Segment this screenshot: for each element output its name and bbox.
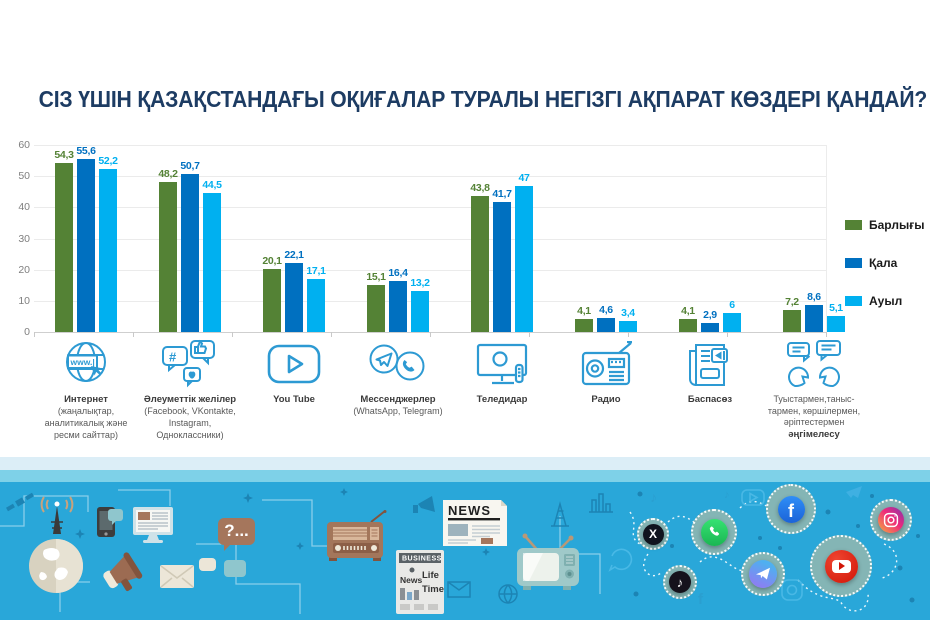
- svg-text:www.|: www.|: [70, 357, 95, 367]
- category-sublabel: Туыстармен,таныс- тармен, көршілермен, әріптестермен: [767, 394, 861, 428]
- instagram-social-circle: [870, 499, 912, 541]
- category-sublabel: (жаңалықтар, аналитикалық және ресми сайттар): [44, 406, 128, 440]
- category-name: әңгімелесу: [788, 429, 840, 441]
- newspaper-illustration-icon: [441, 496, 511, 550]
- bar-Барлығы: [158, 167, 178, 332]
- bar-value-label: 48,2: [158, 167, 178, 180]
- tiktok-social-circle: [663, 565, 697, 599]
- bar-Ауыл: [98, 155, 118, 332]
- legend-label: Ауыл: [869, 294, 903, 308]
- category-group: [450, 145, 554, 441]
- bar-Барлығы: [679, 305, 697, 332]
- radio-icon: [577, 339, 635, 391]
- bar-Қала: [284, 249, 304, 332]
- chat-bubble-icon: [224, 560, 246, 577]
- bar-chart: [0, 139, 930, 450]
- magazine-header: BUSINESS: [402, 555, 442, 563]
- facebook-social-circle: [766, 484, 816, 534]
- category-name: Баспасөз: [687, 394, 733, 405]
- bar-value-label: 47: [518, 171, 530, 184]
- y-axis-labels: [6, 139, 30, 338]
- press-icon: [684, 339, 736, 391]
- x-icon: X: [643, 524, 664, 545]
- y-axis-tick-label: 60: [18, 139, 30, 151]
- legend-label: Барлығы: [869, 218, 925, 232]
- smartphone-icon: [95, 505, 125, 539]
- bar-Ауыл: [723, 299, 741, 332]
- bar-Қала: [805, 291, 823, 332]
- bar-Барлығы: [470, 181, 490, 333]
- bar-value-label: 8,6: [807, 291, 821, 304]
- category-name: Әлеуметтік желілер: [143, 394, 237, 405]
- svg-text:News: News: [400, 575, 423, 585]
- category-name: You Tube: [273, 394, 315, 405]
- category-sublabel: (Facebook, VKontakte, Instagram, Одноклассники): [144, 406, 236, 440]
- svg-text:♪: ♪: [650, 489, 657, 505]
- svg-text:#: #: [169, 349, 177, 365]
- telegram-social-circle: [741, 552, 785, 596]
- newspaper-headline: NEWS: [448, 503, 491, 518]
- category-name: Теледидар: [476, 394, 528, 405]
- bar-Ауыл: [515, 171, 533, 332]
- footer-band: [0, 457, 930, 620]
- footer-illustration: [0, 482, 930, 620]
- bar-value-label: 54,3: [54, 148, 74, 161]
- svg-text:Time: Time: [422, 584, 444, 595]
- bar-Барлығы: [262, 255, 282, 332]
- bar-value-label: 4,6: [599, 303, 613, 316]
- bar-cluster: [367, 145, 429, 332]
- category-group: [138, 145, 242, 441]
- question-bubble-icon: ?...: [218, 518, 255, 545]
- youtube-social-circle: [810, 535, 872, 597]
- chart-legend: [845, 218, 924, 332]
- bar-Барлығы: [54, 148, 74, 332]
- category-label: [242, 394, 346, 406]
- bar-value-label: 6: [729, 299, 735, 312]
- bar-cluster: [679, 145, 741, 332]
- category-label: [138, 394, 242, 441]
- category-group: [34, 145, 138, 441]
- bar-Ауыл: [827, 302, 845, 332]
- bar-cluster: [575, 145, 637, 332]
- globe-antenna-icon: [24, 490, 88, 602]
- bar-value-label: 20,1: [262, 255, 282, 268]
- svg-text:Life: Life: [422, 570, 439, 581]
- megaphone-icon: [98, 550, 144, 596]
- bar-value-label: 4,1: [577, 305, 591, 318]
- legend-item-Қала: [845, 256, 924, 270]
- chat-bubble-icon: [199, 558, 216, 571]
- legend-swatch: [845, 258, 862, 268]
- y-axis-tick-label: 10: [18, 294, 30, 307]
- y-axis-tick-label: 40: [18, 201, 30, 214]
- footer-strip-mid: [0, 470, 930, 482]
- instagram-icon: [878, 507, 904, 533]
- bar-value-label: 3,4: [621, 307, 635, 320]
- category-name: Интернет: [64, 394, 108, 405]
- bar-value-label: 52,2: [98, 155, 118, 168]
- bar-Қала: [388, 266, 408, 332]
- y-axis-tick-label: 0: [24, 326, 30, 338]
- bar-Барлығы: [366, 270, 386, 332]
- radio-illustration-icon: [325, 510, 389, 564]
- category-label: [658, 394, 762, 406]
- category-name: Мессенджерлер: [360, 394, 436, 405]
- bar-value-label: 50,7: [180, 160, 200, 172]
- bar-Ауыл: [202, 179, 222, 332]
- y-axis-tick-label: 20: [18, 263, 30, 276]
- bar-value-label: 16,4: [388, 266, 408, 279]
- bar-Барлығы: [575, 305, 593, 332]
- bar-Қала: [492, 188, 512, 332]
- tv-icon: [472, 339, 532, 391]
- whatsapp-icon: [701, 519, 728, 546]
- bar-Ауыл: [306, 264, 326, 332]
- globe-www-icon: [60, 339, 112, 391]
- category-group: [242, 145, 346, 441]
- category-group: [554, 145, 658, 441]
- category-name: Радио: [591, 394, 621, 405]
- legend-swatch: [845, 296, 862, 306]
- facebook-icon: f: [778, 496, 805, 523]
- bar-Қала: [180, 160, 200, 332]
- category-group: [346, 145, 450, 441]
- bar-Ауыл: [410, 276, 430, 332]
- legend-swatch: [845, 220, 862, 230]
- x-social-circle: [637, 518, 669, 550]
- magazine-illustration-icon: [396, 550, 444, 614]
- category-label: [554, 394, 658, 406]
- bar-cluster: [263, 145, 325, 332]
- category-label: [346, 394, 450, 418]
- bar-cluster: [55, 145, 117, 332]
- legend-item-Ауыл: [845, 294, 924, 308]
- category-group: [658, 145, 762, 441]
- bar-value-label: 41,7: [492, 188, 512, 201]
- bar-value-label: 22,1: [284, 249, 304, 262]
- bar-cluster: [159, 145, 221, 332]
- youtube-icon: [825, 550, 858, 583]
- bar-Қала: [597, 303, 615, 332]
- page-title-wrap: [0, 86, 930, 113]
- whatsapp-social-circle: [691, 509, 737, 555]
- svg-text:f: f: [698, 591, 703, 608]
- page-title: СІЗ ҮШІН ҚАЗАҚСТАНДАҒЫ ОҚИҒАЛАР ТУРАЛЫ НЕГІЗГІ АҚПАРАТ КӨЗДЕРІ ҚАНДАЙ?: [38, 86, 928, 112]
- bar-value-label: 13,2: [410, 276, 430, 289]
- bar-value-label: 17,1: [306, 264, 326, 277]
- tiktok-icon: ♪: [669, 571, 691, 593]
- bar-value-label: 44,5: [202, 179, 222, 192]
- bar-value-label: 55,6: [76, 144, 96, 157]
- messengers-icon: [368, 339, 428, 391]
- conversation-icon: [784, 339, 844, 391]
- bar-groups: [34, 144, 861, 441]
- tv-illustration-icon: [515, 532, 583, 592]
- bar-value-label: 15,1: [366, 270, 386, 283]
- footer-strip-light: [0, 457, 930, 470]
- bar-value-label: 43,8: [470, 181, 490, 194]
- bar-value-label: 2,9: [703, 308, 717, 321]
- bar-Қала: [76, 144, 96, 332]
- svg-text:♪: ♪: [724, 489, 730, 501]
- bar-value-label: 7,2: [785, 295, 799, 308]
- legend-label: Қала: [869, 256, 898, 270]
- envelope-icon: [160, 565, 194, 588]
- bar-cluster: [471, 145, 533, 332]
- bar-cluster: [783, 145, 845, 332]
- legend-item-Барлығы: [845, 218, 924, 232]
- category-label: [762, 394, 866, 441]
- social-networks-icon: [160, 339, 220, 391]
- youtube-play-icon: [264, 339, 324, 391]
- telegram-icon: [749, 560, 777, 588]
- bar-value-label: 5,1: [829, 302, 843, 315]
- bar-Қала: [701, 308, 719, 332]
- bar-value-label: 4,1: [681, 305, 695, 318]
- monitor-news-icon: [131, 505, 175, 545]
- category-sublabel: (WhatsApp, Telegram): [353, 406, 443, 417]
- y-axis-tick-label: 30: [18, 232, 30, 245]
- category-label: [450, 394, 554, 406]
- category-label: [34, 394, 138, 441]
- bar-Ауыл: [619, 307, 637, 332]
- y-axis-tick-label: 50: [18, 170, 30, 183]
- bar-Барлығы: [783, 295, 801, 332]
